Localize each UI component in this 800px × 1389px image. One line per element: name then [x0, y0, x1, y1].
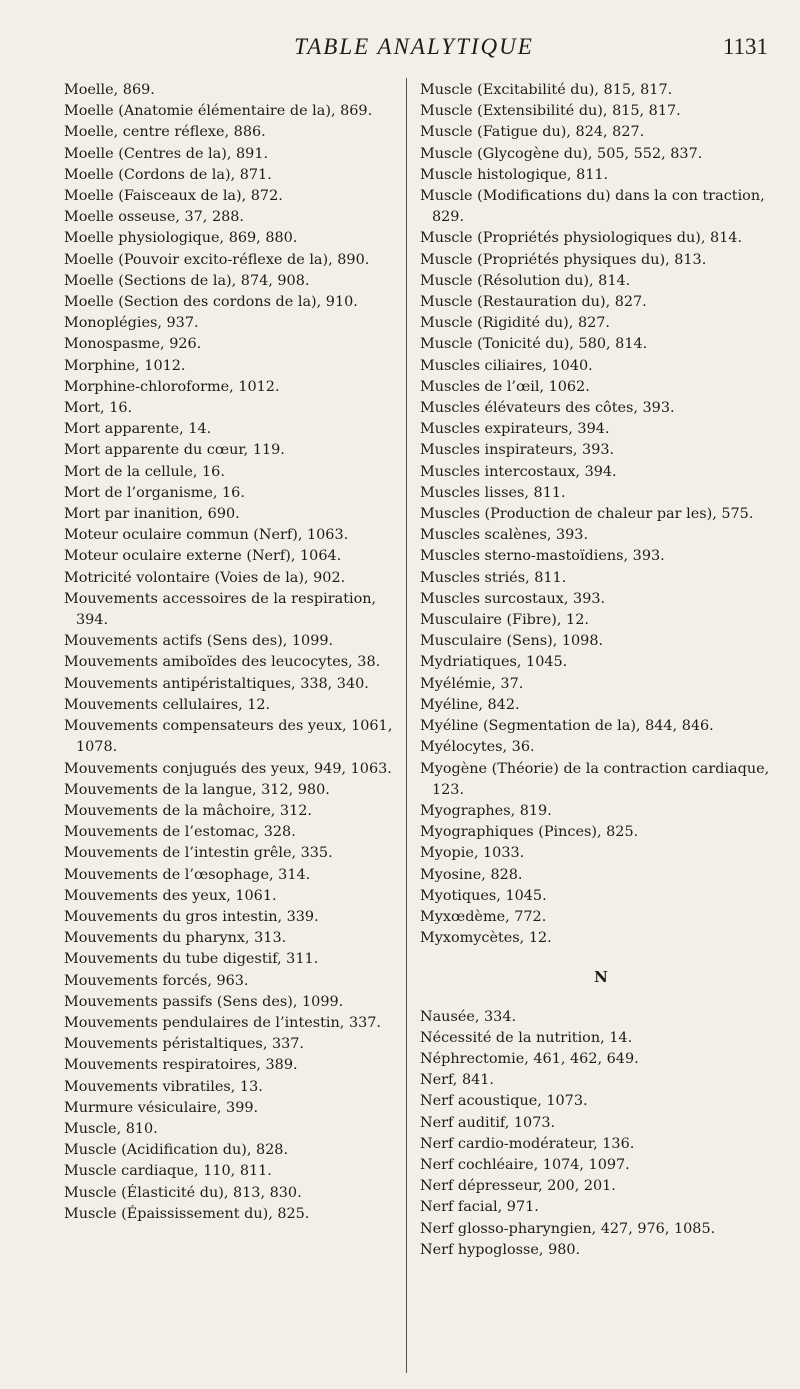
index-entry: Musculaire (Sens), 1098.: [420, 633, 604, 650]
index-entry: Myographiques (Pinces), 825.: [420, 824, 639, 841]
index-entry: Muscles surcostaux, 393.: [420, 590, 606, 607]
index-entry: Myéline (Segmentation de la), 844, 846.: [420, 718, 714, 735]
index-entry: Mouvements pendulaires de l’intestin, 337.: [64, 1014, 381, 1031]
index-entry: Mouvements actifs (Sens des), 1099.: [64, 633, 334, 650]
index-entry: Mouvements de l’œsophage, 314.: [64, 866, 311, 883]
index-entry: Nerf auditif, 1073.: [420, 1114, 556, 1131]
index-entry: Muscle (Rigidité du), 827.: [420, 315, 610, 332]
index-entry: Muscle (Tonicité du), 580, 814.: [420, 336, 648, 353]
index-entry: Moelle (Section des cordons de la), 910.: [64, 294, 358, 311]
index-entry: Nausée, 334.: [420, 1008, 517, 1025]
index-entry: Mort de la cellule, 16.: [64, 463, 225, 480]
index-entry: Muscle (Restauration du), 827.: [420, 294, 647, 311]
index-entry: Moelle (Anatomie élémentaire de la), 869.: [64, 103, 373, 120]
index-entry: Muscles lisses, 811.: [420, 484, 566, 501]
index-entry: Mouvements de la mâchoire, 312.: [64, 802, 312, 819]
index-entry: Nerf acoustique, 1073.: [420, 1093, 588, 1110]
index-entry: Myélémie, 37.: [420, 675, 524, 692]
section-letter-n: N: [594, 968, 608, 987]
index-entry: Nerf hypoglosse, 980.: [420, 1241, 581, 1258]
index-entry: Moelle (Sections de la), 874, 908.: [64, 272, 310, 289]
index-entry: Muscle (Propriétés physiologiques du), 814.: [420, 230, 743, 247]
index-entry: Muscle (Excitabilité du), 815, 817.: [420, 82, 673, 98]
index-entry: Mort apparente du cœur, 119.: [64, 442, 285, 459]
index-entry: Morphine, 1012.: [64, 357, 186, 374]
index-entry: Myxomycètes, 12.: [420, 930, 552, 947]
index-entry: Muscles striés, 811.: [420, 569, 567, 586]
index-entry: Myélocytes, 36.: [420, 739, 535, 756]
index-entry: Mouvements cellulaires, 12.: [64, 696, 271, 713]
index-entry: Nécessité de la nutrition, 14.: [420, 1029, 633, 1046]
index-entry: Muscle (Épaississement du), 825.: [64, 1205, 310, 1222]
index-entry: Muscle (Modifications du) dans la con traction, 829.: [420, 188, 765, 226]
index-group-n: [420, 1007, 782, 1261]
index-entry: Muscles inspirateurs, 393.: [420, 442, 615, 459]
index-entry: Mort, 16.: [64, 400, 133, 417]
column-divider: [406, 78, 407, 1373]
index-entry: Mouvements respiratoires, 389.: [64, 1057, 298, 1074]
index-entry: Mouvements conjugués des yeux, 949, 1063.: [64, 760, 392, 777]
index-entry: Nerf, 841.: [420, 1072, 494, 1089]
index-entry: Moelle osseuse, 37, 288.: [64, 209, 244, 226]
index-entry: Muscles expirateurs, 394.: [420, 421, 610, 438]
index-entry: Mouvements antipéristaltiques, 338, 340.: [64, 675, 369, 692]
index-entry: Nerf dépresseur, 200, 201.: [420, 1178, 616, 1195]
index-entry: Moelle, centre réflexe, 886.: [64, 124, 266, 141]
index-entry: Muscle (Élasticité du), 813, 830.: [64, 1184, 302, 1201]
index-entry: Myotiques, 1045.: [420, 887, 547, 904]
index-entry: Muscles ciliaires, 1040.: [420, 357, 593, 374]
index-entry: Mydriatiques, 1045.: [420, 654, 568, 671]
index-entry: Nerf facial, 971.: [420, 1199, 539, 1216]
index-entry: Muscle (Acidification du), 828.: [64, 1142, 289, 1159]
page-header: [60, 34, 768, 64]
index-entry: Nerf cardio-modérateur, 136.: [420, 1135, 635, 1152]
index-entry: Muscles sterno-mastoïdiens, 393.: [420, 548, 665, 565]
index-entry: Mouvements accessoires de la respiration, 394.: [64, 590, 377, 629]
index-entry: Myopie, 1033.: [420, 845, 525, 862]
index-entry: Monoplégies, 937.: [64, 315, 199, 332]
index-entry: Muscle (Fatigue du), 824, 827.: [420, 124, 645, 141]
index-entry: Nerf cochléaire, 1074, 1097.: [420, 1156, 630, 1173]
index-entry: Morphine-chloroforme, 1012.: [64, 378, 280, 395]
index-entry: Muscle histologique, 811.: [420, 166, 609, 183]
index-entry: Mouvements du pharynx, 313.: [64, 930, 287, 947]
index-entry: Monospasme, 926.: [64, 336, 202, 353]
index-entry: Moelle (Faisceaux de la), 872.: [64, 188, 283, 205]
index-entry: Mort de l’organisme, 16.: [64, 484, 245, 501]
index-entry: Moelle, 869.: [64, 82, 155, 98]
index-entry: Mouvements forcés, 963.: [64, 972, 249, 989]
index-entry: Moelle (Centres de la), 891.: [64, 145, 269, 162]
index-entry: Musculaire (Fibre), 12.: [420, 612, 589, 629]
index-entry: Muscles intercostaux, 394.: [420, 463, 617, 480]
index-entry: Mort apparente, 14.: [64, 421, 212, 438]
index-entry: Muscles de l’œil, 1062.: [420, 378, 590, 395]
index-entry: Muscle (Résolution du), 814.: [420, 272, 631, 289]
index-entry: Moteur oculaire commun (Nerf), 1063.: [64, 527, 349, 544]
index-entry: Mouvements amiboïdes des leucocytes, 38.: [64, 654, 381, 671]
index-entry: Moelle physiologique, 869, 880.: [64, 230, 298, 247]
index-entry: Muscle (Glycogène du), 505, 552, 837.: [420, 145, 703, 162]
index-entry: Moteur oculaire externe (Nerf), 1064.: [64, 548, 342, 565]
page-number: 1131: [722, 34, 768, 59]
index-entry: Myogène (Théorie) de la contraction cardiaque, 123.: [420, 760, 770, 798]
index-entry: Muscle, 810.: [64, 1120, 158, 1137]
index-entry: Mouvements compensateurs des yeux, 1061, 1078.: [64, 718, 393, 756]
index-entry: Mouvements de l’estomac, 328.: [64, 824, 296, 841]
index-entry: Mouvements de la langue, 312, 980.: [64, 781, 330, 798]
index-entry: Muscle (Propriétés physiques du), 813.: [420, 251, 707, 268]
running-title: TABLE ANALYTIQUE: [294, 34, 534, 59]
index-entry: Muscles scalènes, 393.: [420, 527, 589, 544]
index-entry: Muscles (Production de chaleur par les), 575.: [420, 506, 754, 523]
right-column: [420, 80, 782, 1261]
index-entry: Muscle (Extensibilité du), 815, 817.: [420, 103, 681, 120]
index-entry: Mouvements de l’intestin grêle, 335.: [64, 845, 333, 862]
index-entry: Néphrectomie, 461, 462, 649.: [420, 1050, 639, 1067]
index-entry: Motricité volontaire (Voies de la), 902.: [64, 569, 346, 586]
index-entry: Moelle (Cordons de la), 871.: [64, 166, 272, 183]
index-entry: Nerf glosso-pharyngien, 427, 976, 1085.: [420, 1220, 716, 1237]
index-entry: Myxœdème, 772.: [420, 908, 547, 925]
index-entry: Myéline, 842.: [420, 696, 520, 713]
index-entry: Myosine, 828.: [420, 866, 523, 883]
left-column: [64, 80, 400, 1225]
index-entry: Mouvements vibratiles, 13.: [64, 1078, 263, 1095]
index-entry: Moelle (Pouvoir excito-réflexe de la), 890.: [64, 251, 370, 268]
index-entry: Myographes, 819.: [420, 802, 552, 819]
index-entry: Mouvements passifs (Sens des), 1099.: [64, 993, 344, 1010]
index-entry: Muscle cardiaque, 110, 811.: [64, 1163, 272, 1180]
index-entry: Mort par inanition, 690.: [64, 506, 240, 523]
index-entry: Murmure vésiculaire, 399.: [64, 1099, 259, 1116]
index-entry: Mouvements péristaltiques, 337.: [64, 1036, 305, 1053]
index-entry: Mouvements des yeux, 1061.: [64, 887, 277, 904]
index-entry: Muscles élévateurs des côtes, 393.: [420, 400, 675, 417]
index-group-m: [420, 80, 782, 949]
index-entry: Mouvements du tube digestif, 311.: [64, 951, 319, 968]
index-entry: Mouvements du gros intestin, 339.: [64, 908, 319, 925]
